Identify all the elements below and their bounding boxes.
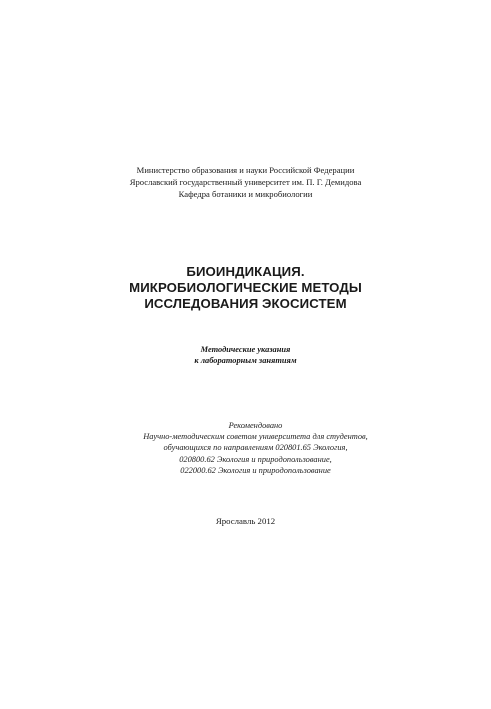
university-line: Ярославский государственный университет им. П. Г. Демидова — [129, 177, 362, 187]
recommendation-line-4: 020800.62 Экология и природопользование, — [179, 454, 332, 464]
document-subtitle — [0, 344, 491, 366]
department-line: Кафедра ботаники и микробиологии — [178, 189, 313, 199]
recommendation-line-3: обучающихся по направлениям 020801.65 Экология, — [163, 443, 348, 453]
subtitle-line-1: Методические указания — [200, 345, 291, 354]
title-line-2: МИКРОБИОЛОГИЧЕСКИЕ МЕТОДЫ — [129, 280, 362, 295]
recommendation-note — [10, 420, 491, 476]
subtitle-line-2: к лабораторным занятиям — [194, 356, 297, 365]
recommendation-line-1: Рекомендовано — [228, 421, 283, 430]
title-line-1: БИОИНДИКАЦИЯ. — [186, 264, 305, 279]
title-line-3: ИССЛЕДОВАНИЯ ЭКОСИСТЕМ — [144, 296, 347, 311]
ministry-line: Министерство образования и науки Российской Федерации — [136, 165, 355, 175]
recommendation-line-5: 022000.62 Экология и природопользование — [180, 465, 331, 475]
institution-header — [0, 164, 491, 200]
recommendation-line-2: Научно-методическим советом университета для студентов, — [143, 432, 368, 442]
place-year: Ярославль 2012 — [215, 516, 276, 526]
document-title — [0, 264, 491, 312]
